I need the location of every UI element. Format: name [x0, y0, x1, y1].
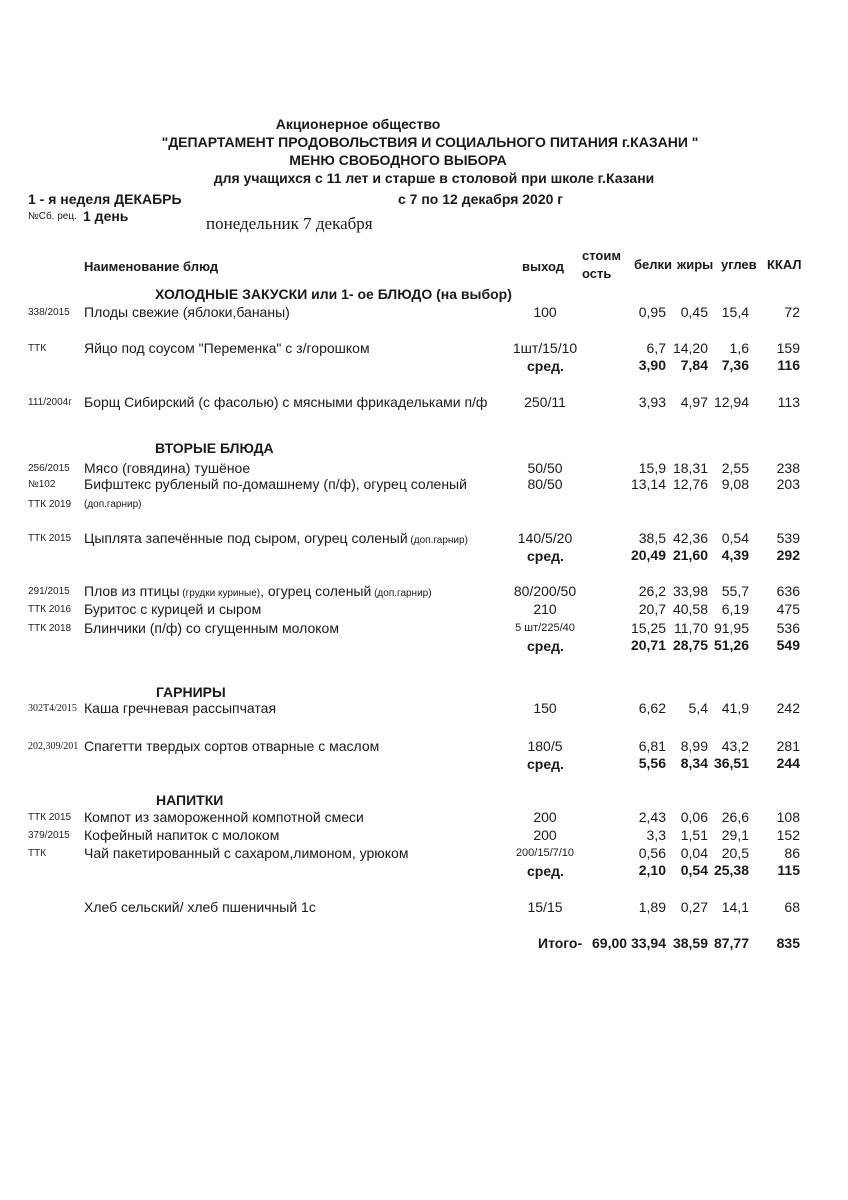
protein-value: 3,93	[638, 394, 666, 410]
kcal-value: 116	[777, 357, 800, 373]
kcal-value: 203	[776, 476, 800, 492]
carbs-value: 4,39	[721, 547, 749, 563]
recipe-code: ТТК 2018	[28, 623, 72, 634]
protein-value: 15,9	[638, 460, 666, 476]
fat-value: 0,04	[680, 845, 708, 861]
fat-value: 42,36	[672, 530, 708, 546]
protein-value: 1,89	[638, 899, 666, 915]
kcal-value: 244	[776, 755, 800, 771]
day-number: 1 день	[83, 208, 129, 224]
fat-value: 0,06	[680, 809, 708, 825]
protein-value: 2,10	[638, 862, 666, 878]
dish-name: Блинчики (п/ф) со сгущенным молоком	[84, 620, 339, 636]
fat-value: 28,75	[672, 637, 708, 653]
dish-name: Кофейный напиток с молоком	[84, 827, 280, 843]
carbs-value: 1,6	[729, 340, 749, 356]
dish-yield: 250/11	[524, 394, 566, 410]
department-name: "ДЕПАРТАМЕНТ ПРОДОВОЛЬСТВИЯ И СОЦИАЛЬНОГО ПИТАНИЯ г.КАЗАНИ "	[161, 134, 699, 150]
menu-title: МЕНЮ СВОБОДНОГО ВЫБОРА	[289, 152, 507, 168]
kcal-value: 242	[776, 700, 800, 716]
kcal-value: 159	[776, 340, 800, 356]
fat-value: 14,20	[672, 340, 708, 356]
carbs-value: 15,4	[721, 304, 749, 320]
fat-value: 40,58	[672, 601, 708, 617]
dish-yield: 200	[533, 809, 557, 825]
dish-name: Цыплята запечённые под сыром, огурец соленый (доп.гарнир)	[84, 530, 468, 546]
protein-value: 2,43	[638, 809, 666, 825]
carbs-value: 91,95	[713, 620, 749, 636]
carbs-value: 29,1	[721, 827, 749, 843]
carbs-value: 51,26	[713, 637, 749, 653]
fat-value: 4,97	[680, 394, 708, 410]
dish-name: Буритос с курицей и сыром	[84, 601, 262, 617]
fat-value: 8,99	[680, 738, 708, 754]
dish-yield: 80/50	[527, 476, 563, 492]
kcal-value: 113	[777, 394, 800, 410]
fat-value: 5,4	[688, 700, 708, 716]
protein-value: 20,71	[630, 637, 666, 653]
week-month: 1 - я неделя ДЕКАБРЬ	[28, 191, 182, 207]
carbs-value: 36,51	[713, 755, 749, 771]
protein-value: 0,95	[638, 304, 666, 320]
recipe-code: 291/2015	[28, 586, 70, 597]
dish-yield: 15/15	[527, 899, 563, 915]
dish-yield: 5 шт/225/40	[515, 622, 575, 634]
protein-value: 5,56	[638, 755, 666, 771]
col-protein: белки	[634, 257, 673, 272]
protein-value: 6,81	[638, 738, 666, 754]
kcal-value: 539	[776, 530, 800, 546]
protein-value: 15,25	[630, 620, 666, 636]
recipe-label: №Сб. рец.	[28, 211, 77, 222]
carbs-value: 7,36	[721, 357, 749, 373]
carbs-value: 26,6	[721, 809, 749, 825]
kcal-value: 68	[784, 899, 800, 915]
fat-value: 1,51	[680, 827, 708, 843]
average-label: сред.	[527, 548, 564, 564]
protein-value: 13,14	[630, 476, 666, 492]
dish-name-cont: , огурец соленый	[260, 583, 372, 599]
average-label: сред.	[527, 863, 564, 879]
dish-name: Плов из птицы (грудки куриные), огурец соленый (доп.гарнир)	[84, 583, 432, 599]
protein-value: 3,90	[638, 357, 666, 373]
dish-name: (доп.гарнир)	[84, 499, 142, 510]
total-fat: 38,59	[672, 935, 708, 951]
dish-yield: 140/5/20	[517, 530, 573, 546]
fat-value: 0,54	[680, 862, 708, 878]
kcal-value: 115	[777, 862, 800, 878]
recipe-code: ТТК 2016	[28, 604, 72, 615]
section-title: ВТОРЫЕ БЛЮДА	[155, 440, 274, 456]
carbs-value: 41,9	[721, 700, 749, 716]
recipe-code: 379/2015	[28, 830, 70, 841]
col-cost-1: стоим	[582, 248, 621, 263]
kcal-value: 549	[776, 637, 800, 653]
protein-value: 6,7	[646, 340, 666, 356]
total-label: Итого-	[538, 935, 583, 951]
recipe-code: 338/2015	[28, 307, 70, 318]
average-label: сред.	[527, 756, 564, 772]
carbs-value: 12,94	[713, 394, 749, 410]
dish-name: Борщ Сибирский (с фасолью) с мясными фрикадельками п/ф	[84, 394, 488, 410]
carbs-value: 55,7	[721, 583, 749, 599]
recipe-code: 202,309/201	[28, 741, 79, 752]
recipe-code: ТТК 2015	[28, 812, 72, 823]
recipe-code: ТТК	[28, 343, 47, 354]
kcal-value: 238	[776, 460, 800, 476]
section-title: ГАРНИРЫ	[156, 684, 226, 700]
section-title: ХОЛОДНЫЕ ЗАКУСКИ или 1- ое БЛЮДО (на выбор)	[155, 286, 512, 302]
period: с 7 по 12 декабря 2020 г	[398, 191, 564, 207]
fat-value: 0,45	[680, 304, 708, 320]
fat-value: 21,60	[672, 547, 708, 563]
fat-value: 8,34	[680, 755, 708, 771]
fat-value: 0,27	[680, 899, 708, 915]
average-label: сред.	[527, 358, 564, 374]
dish-name: Компот из замороженной компотной смеси	[84, 809, 364, 825]
kcal-value: 86	[784, 845, 800, 861]
dish-yield: 1шт/15/10	[512, 340, 578, 356]
protein-value: 6,62	[638, 700, 666, 716]
recipe-code: 256/2015	[28, 463, 70, 474]
kcal-value: 292	[776, 547, 800, 563]
dish-note: (доп.гарнир)	[407, 535, 468, 546]
section-title: НАПИТКИ	[156, 792, 224, 808]
protein-value: 0,56	[638, 845, 666, 861]
kcal-value: 152	[776, 827, 800, 843]
fat-value: 7,84	[680, 357, 708, 373]
dish-name: Яйцо под соусом "Переменка" с з/горошком	[84, 340, 370, 356]
protein-value: 38,5	[638, 530, 666, 546]
carbs-value: 20,5	[721, 845, 749, 861]
recipe-code: №102	[28, 479, 56, 490]
dish-yield: 80/200/50	[513, 583, 577, 599]
dish-yield: 180/5	[527, 738, 563, 754]
carbs-value: 25,38	[713, 862, 749, 878]
dish-yield: 100	[533, 304, 557, 320]
dish-yield: 200/15/7/10	[515, 847, 575, 859]
total-cost: 69,00	[592, 935, 628, 951]
col-fat: жиры	[677, 257, 714, 272]
dish-name: Хлеб сельский/ хлеб пшеничный 1с	[84, 899, 316, 915]
carbs-value: 43,2	[721, 738, 749, 754]
protein-value: 20,7	[638, 601, 666, 617]
fat-value: 11,70	[674, 620, 708, 636]
total-carbs: 87,77	[713, 935, 749, 951]
dish-name: Бифштекс рубленый по-домашнему (п/ф), огурец соленый	[84, 476, 467, 492]
kcal-value: 108	[776, 809, 800, 825]
carbs-value: 14,1	[721, 899, 749, 915]
recipe-code: 111/2004г	[28, 397, 72, 408]
fat-value: 33,98	[672, 583, 708, 599]
dish-yield: 50/50	[527, 460, 563, 476]
total-kcal: 835	[776, 935, 800, 951]
kcal-value: 636	[776, 583, 800, 599]
col-kcal: ККАЛ	[767, 257, 802, 272]
dish-yield: 200	[533, 827, 557, 843]
col-cost-2: ость	[582, 266, 612, 281]
col-carbs: углев	[721, 257, 757, 272]
col-yield: выход	[522, 259, 565, 274]
kcal-value: 475	[776, 601, 800, 617]
org-type: Акционерное общество	[275, 116, 441, 132]
dish-name: Спагетти твердых сортов отварные с маслом	[84, 738, 380, 754]
recipe-code: 302Т4/2015	[28, 703, 77, 714]
fat-value: 12,76	[672, 476, 708, 492]
dish-name: Мясо (говядина) тушёное	[84, 460, 251, 476]
kcal-value: 281	[776, 738, 800, 754]
protein-value: 26,2	[638, 583, 666, 599]
carbs-value: 0,54	[721, 530, 749, 546]
kcal-value: 536	[776, 620, 800, 636]
weekday-date: понедельник 7 декабря	[206, 214, 373, 233]
recipe-code: ТТК 2019	[28, 499, 72, 510]
audience: для учащихся с 11 лет и старше в столовой при школе г.Казани	[213, 170, 655, 186]
protein-value: 3,3	[646, 827, 666, 843]
dish-note: (грудки куриные)	[179, 588, 261, 599]
recipe-code: ТТК	[28, 848, 47, 859]
col-name: Наименование блюд	[84, 259, 219, 274]
total-protein: 33,94	[630, 935, 666, 951]
dish-name: Плоды свежие (яблоки,бананы)	[84, 304, 290, 320]
dish-yield: 210	[533, 601, 557, 617]
kcal-value: 72	[784, 304, 800, 320]
dish-name: Каша гречневая рассыпчатая	[84, 700, 277, 716]
carbs-value: 9,08	[721, 476, 749, 492]
fat-value: 18,31	[672, 460, 708, 476]
protein-value: 20,49	[630, 547, 666, 563]
dish-name: Чай пакетированный с сахаром,лимоном, урюком	[84, 845, 409, 861]
carbs-value: 6,19	[721, 601, 749, 617]
dish-note: (доп.гарнир)	[371, 588, 432, 599]
carbs-value: 2,55	[721, 460, 749, 476]
recipe-code: ТТК 2015	[28, 533, 72, 544]
dish-yield: 150	[533, 700, 557, 716]
average-label: сред.	[527, 638, 564, 654]
